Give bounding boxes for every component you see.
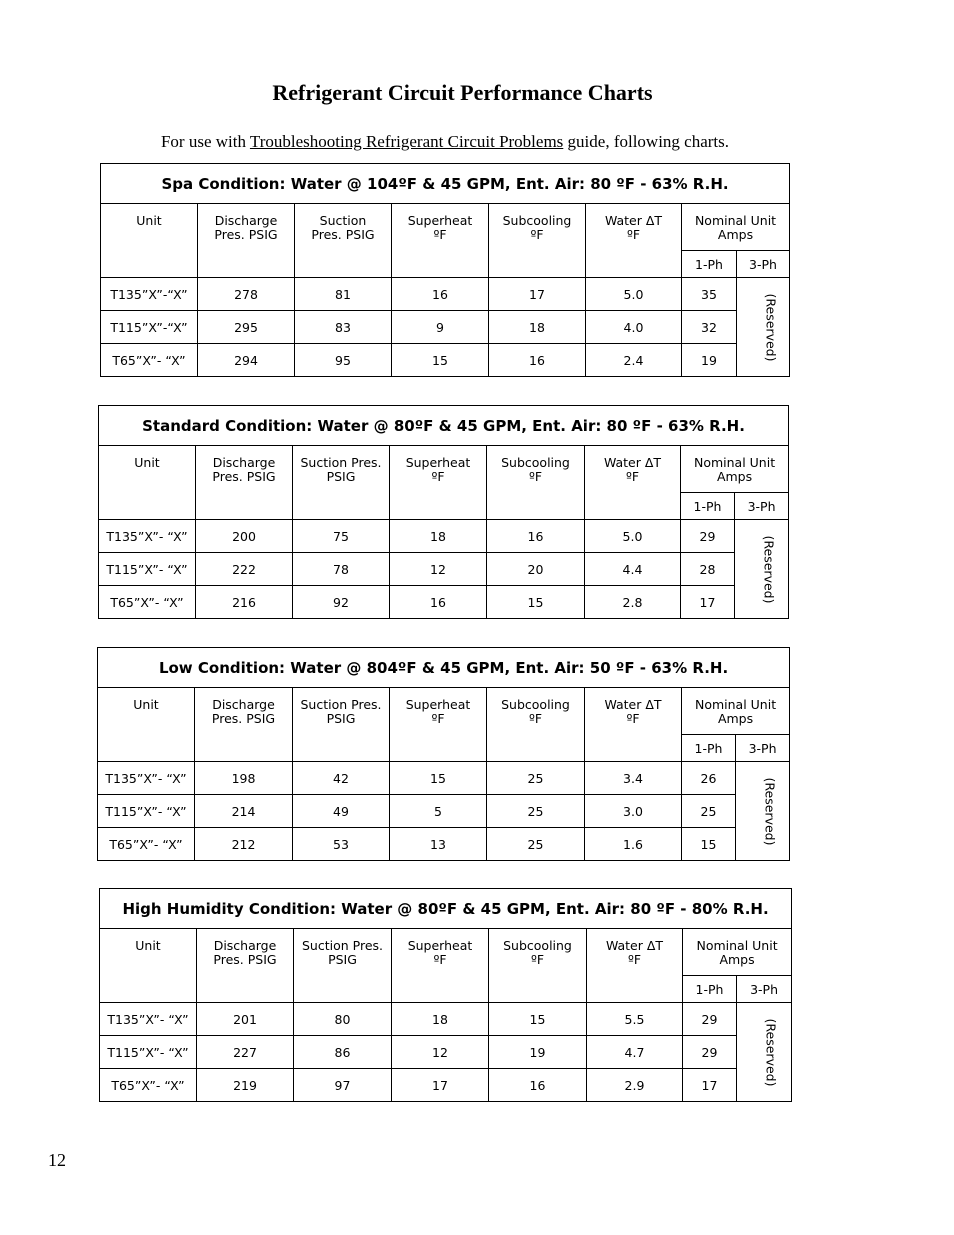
header-unit <box>98 688 195 762</box>
header-label-line: Discharge <box>213 938 277 953</box>
header-label-line: Amps <box>719 952 755 967</box>
value-cell: 17 <box>683 1069 737 1102</box>
header-label-line: ºF <box>431 469 445 484</box>
value-cell: 9 <box>392 311 489 344</box>
header-1-ph: 1-Ph <box>682 251 737 278</box>
unit-cell: T115”X”- “X” <box>99 553 196 586</box>
header-label-line: ºF <box>625 469 640 484</box>
value-cell: 278 <box>198 278 295 311</box>
value-cell: 4.4 <box>585 553 681 586</box>
value-cell: 28 <box>681 553 735 586</box>
performance-table <box>97 647 790 861</box>
header-row <box>99 446 789 493</box>
caption-row <box>98 648 790 688</box>
performance-table <box>99 888 792 1102</box>
value-cell: 15 <box>487 586 585 619</box>
value-cell: 97 <box>294 1069 392 1102</box>
value-cell: 12 <box>390 553 487 586</box>
header-label-line: Pres. PSIG <box>212 469 276 484</box>
table-row <box>101 278 790 311</box>
value-cell: 2.8 <box>585 586 681 619</box>
reserved-label: (Reserved) <box>763 1018 779 1086</box>
caption-row <box>100 889 792 929</box>
header-label-line: ºF <box>627 952 642 967</box>
reserved-label: (Reserved) <box>761 535 777 603</box>
header-label-line: Superheat <box>407 213 473 228</box>
header-unit <box>99 446 196 520</box>
value-cell: 5 <box>390 795 487 828</box>
reserved-label: (Reserved) <box>762 777 778 845</box>
value-cell: 2.9 <box>587 1069 683 1102</box>
header-3-ph: 3-Ph <box>737 251 790 278</box>
header-3-ph: 3-Ph <box>735 493 789 520</box>
header-label-line: Discharge <box>214 213 278 228</box>
table-row <box>98 795 790 828</box>
value-cell: 25 <box>487 828 585 861</box>
header-label-line: Suction Pres. <box>300 697 382 712</box>
table-row <box>100 1003 792 1036</box>
value-cell: 81 <box>295 278 392 311</box>
value-cell: 17 <box>489 278 586 311</box>
table-row <box>98 762 790 795</box>
header-superheat <box>392 929 489 1003</box>
value-cell: 16 <box>487 520 585 553</box>
value-cell: 200 <box>196 520 293 553</box>
unit-cell: T65”X”- “X” <box>100 1069 197 1102</box>
header-label-line: ºF <box>626 227 641 242</box>
value-cell: 80 <box>294 1003 392 1036</box>
value-cell: 15 <box>390 762 487 795</box>
performance-table <box>100 163 790 377</box>
header-nominal-amps <box>681 446 789 493</box>
value-cell: 227 <box>197 1036 294 1069</box>
value-cell: 4.0 <box>586 311 682 344</box>
header-label: Unit <box>134 455 160 470</box>
header-suction <box>294 929 392 1003</box>
header-label-line: Nominal Unit <box>694 213 777 228</box>
table-caption: Standard Condition: Water @ 80ºF & 45 GPM, Ent. Air: 80 ºF - 63% R.H. <box>99 406 789 446</box>
value-cell: 17 <box>681 586 735 619</box>
unit-cell: T135”X”- “X” <box>100 1003 197 1036</box>
table-row <box>100 1069 792 1102</box>
header-nominal-amps <box>683 929 792 976</box>
header-label-line: Water ΔT <box>604 213 663 228</box>
header-suction <box>293 688 390 762</box>
value-cell: 219 <box>197 1069 294 1102</box>
value-cell: 3.0 <box>585 795 682 828</box>
header-3-ph: 3-Ph <box>736 735 790 762</box>
unit-cell: T115”X”- “X” <box>98 795 195 828</box>
value-cell: 16 <box>390 586 487 619</box>
header-discharge <box>196 446 293 520</box>
value-cell: 294 <box>198 344 295 377</box>
header-suction <box>295 204 392 278</box>
value-cell: 15 <box>392 344 489 377</box>
header-subcooling <box>489 204 586 278</box>
header-label-line: ºF <box>433 227 447 242</box>
header-label-line: Subcooling <box>501 697 570 712</box>
value-cell: 35 <box>682 278 737 311</box>
header-water-dt <box>585 688 682 762</box>
header-nominal-amps <box>682 204 790 251</box>
value-cell: 19 <box>682 344 737 377</box>
value-cell: 32 <box>682 311 737 344</box>
value-cell: 78 <box>293 553 390 586</box>
table-row <box>99 520 789 553</box>
header-3-ph: 3-Ph <box>737 976 792 1003</box>
performance-table <box>98 405 789 619</box>
header-label: Unit <box>135 938 161 953</box>
table-row <box>99 553 789 586</box>
header-superheat <box>390 688 487 762</box>
header-subcooling <box>489 929 587 1003</box>
header-label-line: Water ΔT <box>603 455 662 470</box>
header-label-line: Superheat <box>405 697 471 712</box>
value-cell: 18 <box>390 520 487 553</box>
value-cell: 13 <box>390 828 487 861</box>
header-label-line: Water ΔT <box>605 938 664 953</box>
header-label-line: Nominal Unit <box>696 938 778 953</box>
header-1-ph: 1-Ph <box>683 976 737 1003</box>
value-cell: 49 <box>293 795 390 828</box>
value-cell: 295 <box>198 311 295 344</box>
table-caption: Spa Condition: Water @ 104ºF & 45 GPM, Ent. Air: 80 ºF - 63% R.H. <box>101 164 790 204</box>
header-superheat <box>390 446 487 520</box>
table-row <box>100 1036 792 1069</box>
header-label-line: ºF <box>530 227 544 242</box>
value-cell: 5.0 <box>585 520 681 553</box>
header-label-line: Subcooling <box>503 938 572 953</box>
value-cell: 18 <box>392 1003 489 1036</box>
header-label-line: Suction Pres. <box>301 938 383 953</box>
unit-cell: T115”X”-“X” <box>101 311 198 344</box>
header-discharge <box>197 929 294 1003</box>
reserved-label: (Reserved) <box>763 293 779 361</box>
header-label-line: Subcooling <box>502 213 572 228</box>
value-cell: 25 <box>487 795 585 828</box>
header-label-line: ºF <box>433 952 447 967</box>
header-label-line: ºF <box>431 711 445 726</box>
value-cell: 75 <box>293 520 390 553</box>
value-cell: 19 <box>489 1036 587 1069</box>
header-label-line: Pres. PSIG <box>213 952 277 967</box>
header-label-line: ºF <box>528 469 543 484</box>
table-row <box>98 828 790 861</box>
page-title: Refrigerant Circuit Performance Charts <box>272 80 653 105</box>
reserved-cell <box>737 1003 792 1102</box>
value-cell: 29 <box>681 520 735 553</box>
unit-cell: T135”X”-“X” <box>101 278 198 311</box>
header-superheat <box>392 204 489 278</box>
value-cell: 18 <box>489 311 586 344</box>
value-cell: 5.0 <box>586 278 682 311</box>
value-cell: 16 <box>489 1069 587 1102</box>
header-label-line: Superheat <box>407 938 473 953</box>
value-cell: 216 <box>196 586 293 619</box>
value-cell: 222 <box>196 553 293 586</box>
header-label-line: Water ΔT <box>604 697 662 712</box>
header-unit <box>100 929 197 1003</box>
value-cell: 212 <box>195 828 293 861</box>
unit-cell: T115”X”- “X” <box>100 1036 197 1069</box>
value-cell: 3.4 <box>585 762 682 795</box>
header-label-line: ºF <box>626 711 640 726</box>
caption-row <box>101 164 790 204</box>
header-unit <box>101 204 198 278</box>
header-row <box>98 688 790 735</box>
value-cell: 20 <box>487 553 585 586</box>
value-cell: 26 <box>682 762 736 795</box>
intro-prefix: For use with <box>160 132 250 151</box>
page-number: 12 <box>48 1150 66 1170</box>
header-1-ph: 1-Ph <box>681 493 735 520</box>
unit-cell: T65”X”- “X” <box>98 828 195 861</box>
unit-cell: T65”X”- “X” <box>101 344 198 377</box>
intro-suffix: guide, following charts. <box>563 132 730 151</box>
header-label-line: PSIG <box>326 711 356 726</box>
value-cell: 42 <box>293 762 390 795</box>
header-label-line: Discharge <box>212 697 275 712</box>
header-water-dt <box>587 929 683 1003</box>
header-label-line: Amps <box>716 469 753 484</box>
header-label-line: Suction Pres. <box>300 455 382 470</box>
header-label-line: Nominal Unit <box>693 455 776 470</box>
header-water-dt <box>586 204 682 278</box>
header-discharge <box>195 688 293 762</box>
header-discharge <box>198 204 295 278</box>
header-subcooling <box>487 688 585 762</box>
value-cell: 16 <box>392 278 489 311</box>
header-subcooling <box>487 446 585 520</box>
value-cell: 4.7 <box>587 1036 683 1069</box>
header-label-line: Pres. PSIG <box>214 227 278 242</box>
unit-cell: T135”X”- “X” <box>98 762 195 795</box>
header-nominal-amps <box>682 688 790 735</box>
reserved-cell <box>737 278 790 377</box>
intro-text <box>0 132 890 152</box>
unit-cell: T135”X”- “X” <box>99 520 196 553</box>
guide-link[interactable]: Troubleshooting Refrigerant Circuit Problems <box>249 132 564 151</box>
value-cell: 12 <box>392 1036 489 1069</box>
value-cell: 1.6 <box>585 828 682 861</box>
unit-cell: T65”X”- “X” <box>99 586 196 619</box>
table-caption: High Humidity Condition: Water @ 80ºF & 45 GPM, Ent. Air: 80 ºF - 80% R.H. <box>100 889 792 929</box>
value-cell: 15 <box>489 1003 587 1036</box>
value-cell: 214 <box>195 795 293 828</box>
value-cell: 83 <box>295 311 392 344</box>
value-cell: 15 <box>682 828 736 861</box>
value-cell: 16 <box>489 344 586 377</box>
header-row <box>100 929 792 976</box>
header-label-line: Superheat <box>405 455 471 470</box>
header-1-ph: 1-Ph <box>682 735 736 762</box>
value-cell: 95 <box>295 344 392 377</box>
value-cell: 5.5 <box>587 1003 683 1036</box>
header-label: Unit <box>133 697 159 712</box>
value-cell: 25 <box>487 762 585 795</box>
header-row <box>101 204 790 251</box>
header-label-line: Pres. PSIG <box>311 227 375 242</box>
value-cell: 53 <box>293 828 390 861</box>
value-cell: 29 <box>683 1036 737 1069</box>
header-water-dt <box>585 446 681 520</box>
caption-row <box>99 406 789 446</box>
value-cell: 198 <box>195 762 293 795</box>
header-label-line: Pres. PSIG <box>211 711 276 726</box>
header-label-line: Amps <box>717 227 754 242</box>
header-label-line: PSIG <box>326 469 356 484</box>
table-caption: Low Condition: Water @ 804ºF & 45 GPM, Ent. Air: 50 ºF - 63% R.H. <box>98 648 790 688</box>
table-row <box>101 311 790 344</box>
value-cell: 92 <box>293 586 390 619</box>
value-cell: 201 <box>197 1003 294 1036</box>
header-label-line: Amps <box>717 711 754 726</box>
header-suction <box>293 446 390 520</box>
value-cell: 17 <box>392 1069 489 1102</box>
header-label: Unit <box>136 213 162 228</box>
header-label-line: ºF <box>528 711 543 726</box>
header-label-line: Subcooling <box>501 455 570 470</box>
value-cell: 2.4 <box>586 344 682 377</box>
header-label-line: ºF <box>530 952 545 967</box>
reserved-cell <box>736 762 790 861</box>
value-cell: 86 <box>294 1036 392 1069</box>
value-cell: 25 <box>682 795 736 828</box>
table-row <box>101 344 790 377</box>
header-label-line: PSIG <box>328 952 357 967</box>
reserved-cell <box>735 520 789 619</box>
header-label-line: Discharge <box>212 455 276 470</box>
header-label-line: Suction <box>319 213 367 228</box>
table-row <box>99 586 789 619</box>
header-label-line: Nominal Unit <box>694 697 777 712</box>
value-cell: 29 <box>683 1003 737 1036</box>
